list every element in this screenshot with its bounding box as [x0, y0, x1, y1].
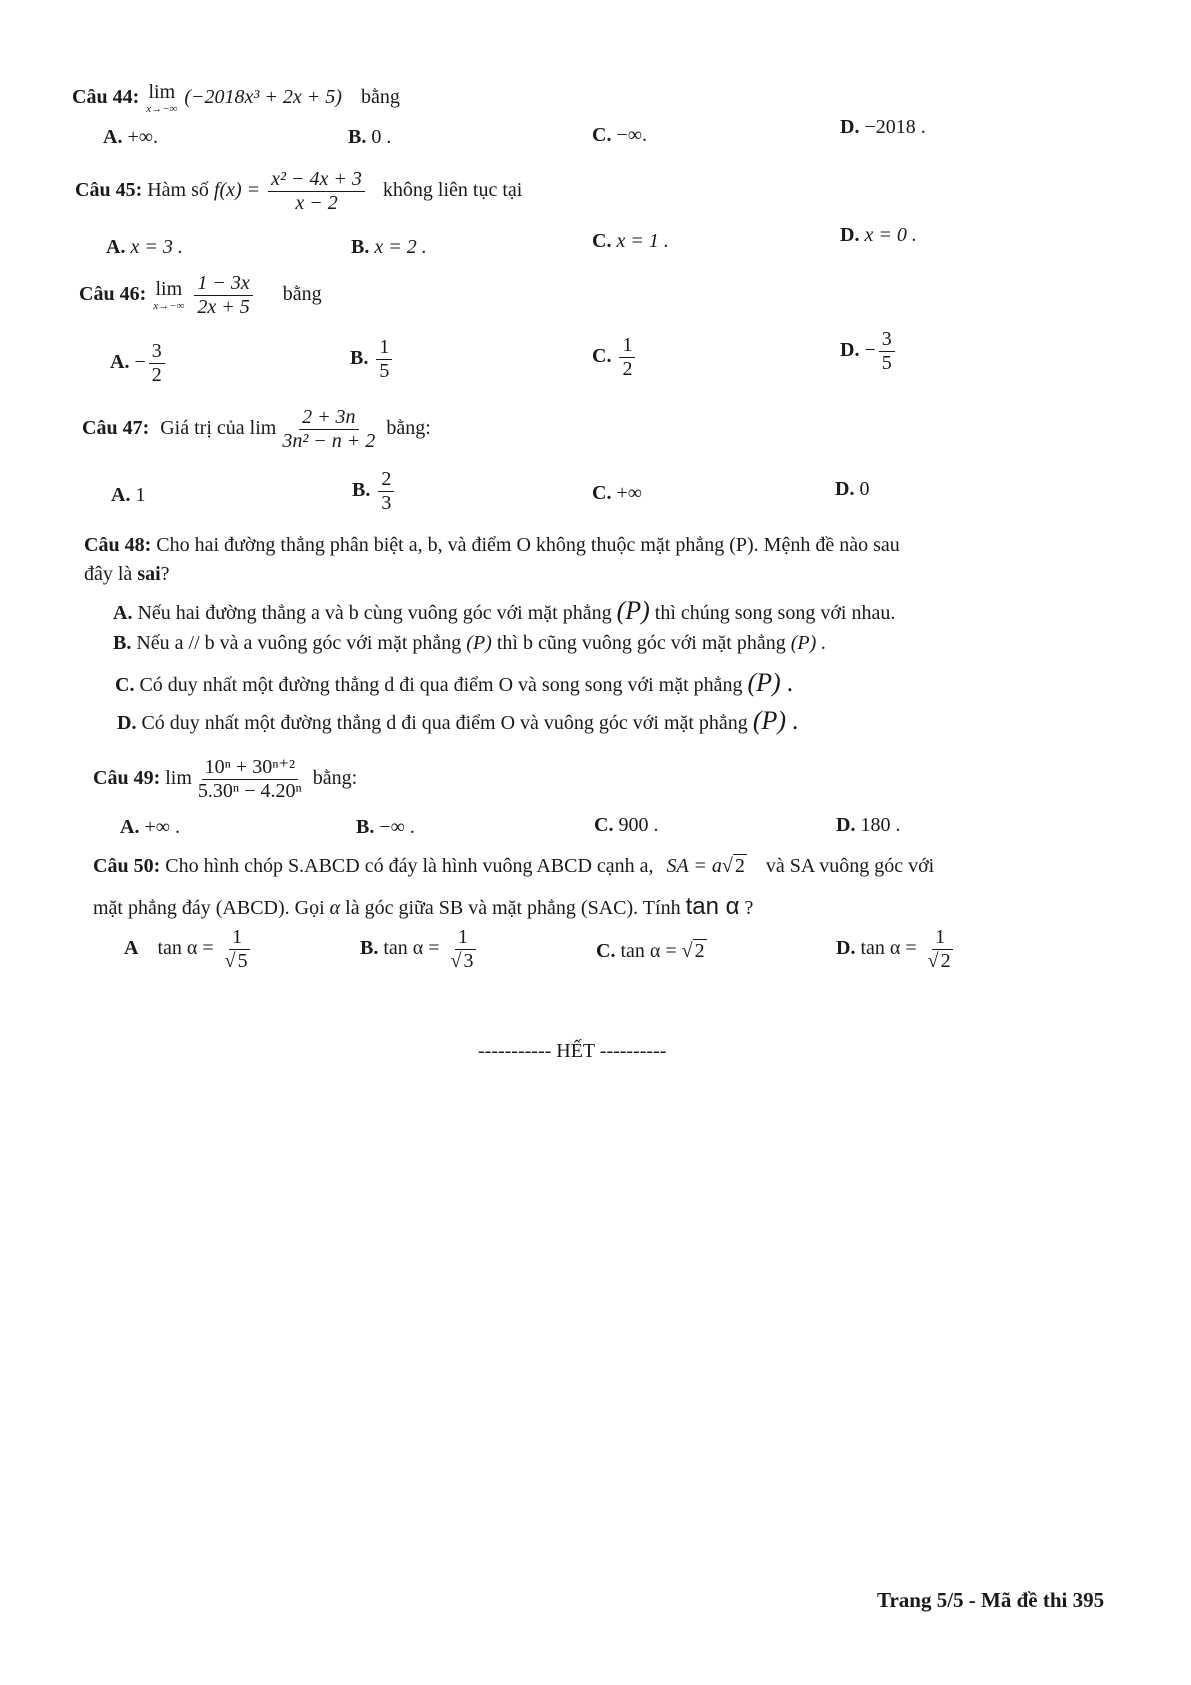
fraction: $\frac{\text{10ⁿ + 30ⁿ⁺²}}{\text{5.30ⁿ − 4.20ⁿ}}$ [197, 756, 302, 802]
option-b: B. $\frac{2}{3}$ [352, 468, 397, 515]
option-a: A. Nếu hai đường thẳng a và b cùng vuông góc với mặt phẳng (P) thì chúng song song với nhau. [113, 596, 896, 625]
question-label: Câu 45: [75, 179, 143, 202]
question-49: Câu 49: lim $\frac{\text{10ⁿ + 30ⁿ⁺²}}{\text{5.30ⁿ − 4.20ⁿ}}$ bằng: [93, 756, 358, 802]
option-d: D. − $\frac{3}{5}$ [840, 328, 898, 375]
option-d: D. Có duy nhất một đường thẳng d đi qua điểm O và vuông góc với mặt phẳng (P) . [117, 706, 800, 735]
end-marker: ----------- HẾT ---------- [478, 1040, 667, 1062]
option-c: C. x = 1 . [592, 230, 669, 252]
option-d: D. 180 . [836, 814, 901, 836]
question-label: Câu 47: [82, 417, 150, 440]
question-label: Câu 46: [79, 283, 147, 306]
option-a: A tan α = $\frac{1}{√ 5}$ [124, 926, 248, 972]
option-d: D. x = 0 . [840, 224, 917, 246]
question-45: Câu 45: Hàm số f(x) = $\frac{\text{x² − 4x + 3}}{x - 2}$ không liên tục tại [75, 168, 523, 214]
question-50-line2: mặt phẳng đáy (ABCD). Gọi α là góc giữa SB và mặt phẳng (SAC). Tính tan α ? [93, 893, 754, 920]
question-48: Câu 48: Cho hai đường thẳng phân biệt a, b, và điểm O không thuộc mặt phẳng (P). Mệnh đề nào sau [84, 534, 900, 556]
option-a: A. +∞ . [120, 816, 180, 838]
option-a: A. +∞. [103, 126, 158, 148]
fraction: $\frac{\text{x² − 4x + 3}}{x - 2}$ [268, 168, 365, 215]
option-a: A. x = 3 . [106, 236, 183, 258]
question-label: Câu 44: [72, 86, 140, 109]
option-c: C. −∞. [592, 124, 647, 146]
option-a: A. − $\frac{3}{2}$ [110, 340, 168, 387]
option-b: B. 0 . [348, 126, 392, 148]
question-46: Câu 46: lim x→−∞ $\frac{1 - 3x}{2x + 5}$ bằng [79, 272, 322, 318]
question-48-line2: đây là sai? [84, 563, 170, 585]
limit-operator: lim x→−∞ [146, 81, 178, 115]
option-c: C. Có duy nhất một đường thẳng d đi qua điểm O và song song với mặt phẳng (P) . [115, 668, 794, 697]
fraction: $\frac{2 + 3n}{\text{3n² − n + 2}}$ [282, 406, 376, 452]
option-c: C. tan α = √ 2 [596, 940, 705, 962]
option-d: D. tan α = $\frac{1}{√ 2}$ [836, 926, 951, 972]
option-b: B. tan α = $\frac{1}{√ 3}$ [360, 926, 474, 972]
option-b: B. Nếu a // b và a vuông góc với mặt phẳng (P) thì b cũng vuông góc với mặt phẳng (P) . [113, 632, 827, 654]
option-b: B. $\frac{1}{5}$ [350, 336, 395, 383]
question-47: Câu 47: Giá trị của lim $\frac{2 + 3n}{\text{3n² − n + 2}}$ bằng: [82, 406, 431, 452]
option-b: B. −∞ . [356, 816, 415, 838]
page-footer: Trang 5/5 - Mã đề thi 395 [877, 1588, 1105, 1612]
fraction: $\frac{1 - 3x}{2x + 5}$ [194, 272, 252, 319]
question-44: Câu 44: lim x→−∞ (−2018x³ + 2x + 5) bằng [72, 81, 400, 115]
limit-operator: lim x→−∞ [153, 278, 185, 312]
expression: (−2018x³ + 2x + 5) [184, 86, 342, 109]
option-d: D. 0 [835, 478, 870, 500]
option-a: A. 1 [111, 484, 146, 506]
question-label: Câu 49: [93, 767, 161, 790]
question-label: Câu 50: [93, 855, 161, 877]
option-b: B. x = 2 . [351, 236, 427, 258]
option-c: C. +∞ [592, 482, 642, 504]
option-d: D. −2018 . [840, 116, 926, 138]
question-label: Câu 48: [84, 534, 152, 556]
option-c: C. $\frac{1}{2}$ [592, 334, 638, 381]
option-c: C. 900 . [594, 814, 659, 836]
question-50: Câu 50: Cho hình chóp S.ABCD có đáy là hình vuông ABCD cạnh a, SA = a√ 2 và SA vuông góc với [93, 855, 935, 877]
